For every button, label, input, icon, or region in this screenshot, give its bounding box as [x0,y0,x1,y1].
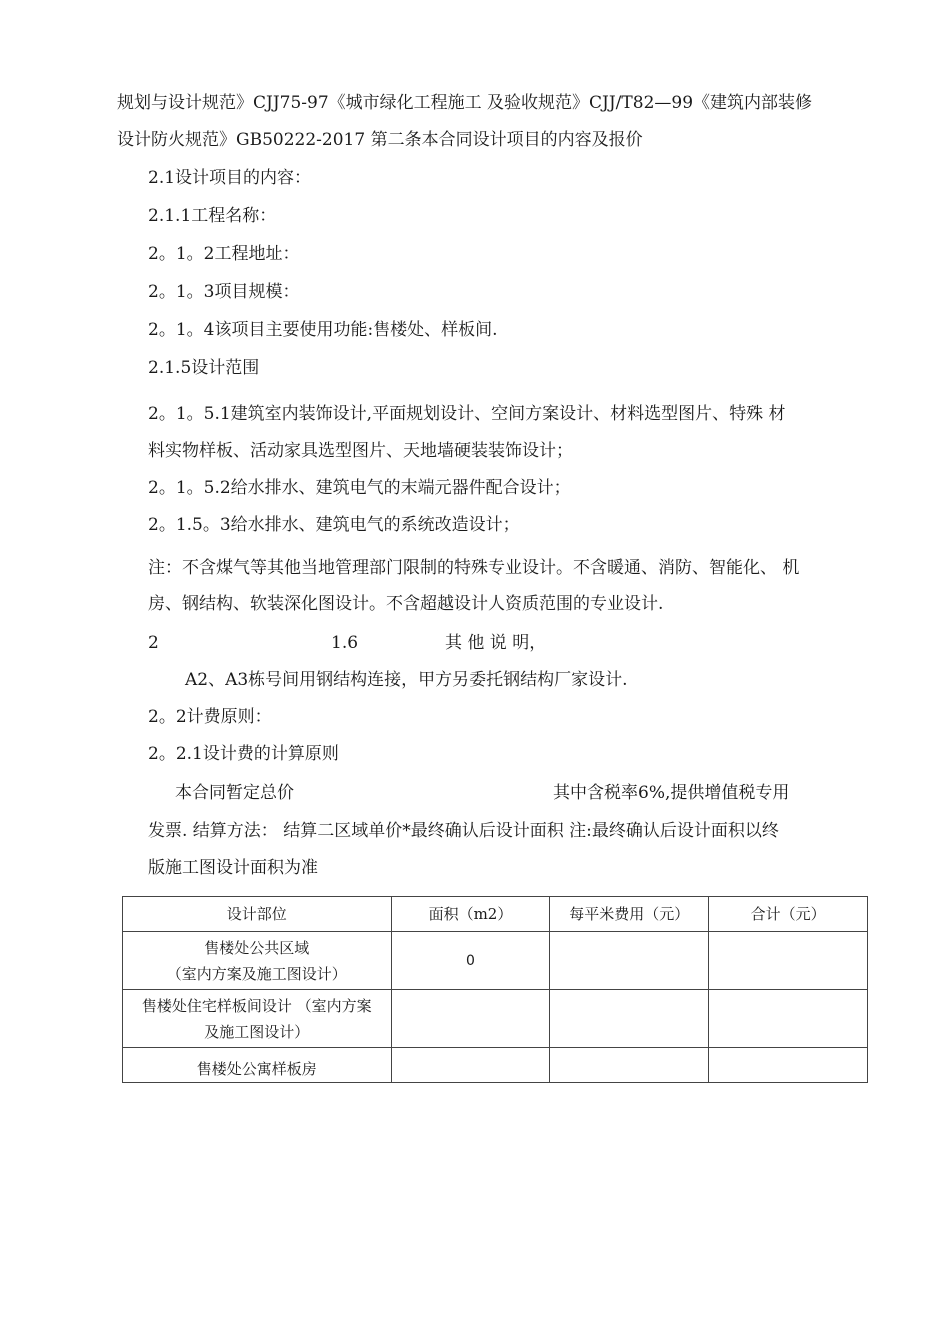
header-area: 面积（m2） [391,897,550,932]
cell-design-part [123,990,392,1048]
note-line-2: 房、钢结构、软装深化图设计。不含超越设计人资质范围的专业设计. [148,594,664,614]
cell-total [709,990,868,1048]
section-2-1-3: 2。1。3项目规模： [148,282,300,302]
table-row [123,990,868,1048]
section-2-1-4: 2。1。4该项目主要使用功能:售楼处、样板间. [148,320,498,340]
header-total: 合计（元） [709,897,868,932]
table-row [123,932,868,990]
header-unit-price: 每平米费用（元） [550,897,709,932]
section-2-1-heading: 2.1设计项目的内容： [148,168,312,188]
cell-unit-price [550,1048,709,1083]
cell-area: 0 [391,932,550,990]
cell-part-line-2: 及施工图设计） [204,1022,310,1041]
invoice-settlement-line-1: 发票. 结算方法： 结算二区域单价*最终确认后设计面积 注:最终确认后设计面积以终 [148,821,779,841]
cell-unit-price [550,932,709,990]
cell-area [391,1048,550,1083]
paragraph-standards-line-1: 规划与设计规范》CJJ75-97《城市绿化工程施工 及验收规范》CJJ/T82—99《建筑内部装修 [117,93,813,113]
section-2-1-5-1-line-1: 2。1。5.1建筑室内装饰设计,平面规划设计、空间方案设计、材料选型图片、特殊 材 [148,404,786,424]
cell-unit-price [550,990,709,1048]
design-fee-table [122,896,868,1083]
cell-part-line-2: （室内方案及施工图设计） [166,964,347,983]
section-2-1-5-3: 2。1.5。3给水排水、建筑电气的系统改造设计； [148,515,520,535]
cell-total [709,1048,868,1083]
cell-area [391,990,550,1048]
cell-total [709,932,868,990]
header-design-part: 设计部位 [123,897,392,932]
paragraph-standards-line-2: 设计防火规范》GB50222-2017 第二条本合同设计项目的内容及报价 [117,130,643,150]
section-2-1-2: 2。1。2工程地址： [148,244,300,264]
note-line-1: 注：不含煤气等其他当地管理部门限制的特殊专业设计。不含暖通、消防、智能化、 机 [148,558,800,578]
cell-design-part [123,1048,392,1083]
section-2-1-6-title: 其 他 说 明， [445,633,547,653]
cell-design-part [123,932,392,990]
cell-part-line-1: 售楼处住宅样板间设计 （室内方案 [141,996,372,1015]
section-2-1-5-1-line-2: 料实物样板、活动家具选型图片、天地墙硬装装饰设计； [148,441,573,461]
cell-part-line-1: 售楼处公共区域 [204,938,310,957]
section-2-1-1: 2.1.1工程名称： [148,206,277,226]
section-2-1-6-subnumber: 1.6 [331,633,359,653]
cell-part-line-1: 售楼处公寓样板房 [196,1060,317,1078]
table-row [123,1048,868,1083]
invoice-settlement-line-2: 版施工图设计面积为准 [148,858,318,878]
tax-rate-text: 其中含税率6%,提供增值税专用 [553,783,790,803]
total-price-label: 本合同暂定总价 [175,783,294,803]
section-2-2-1: 2。2.1设计费的计算原则 [148,744,339,764]
section-2-1-6-number: 2 [148,633,159,653]
section-2-1-5-2: 2。1。5.2给水排水、建筑电气的末端元器件配合设计； [148,478,571,498]
table-header-row [123,897,868,932]
section-2-2-heading: 2。2计费原则： [148,707,272,727]
section-2-1-5-heading: 2.1.5设计范围 [148,358,260,378]
section-2-1-6-body: A2、A3栋号间用钢结构连接，甲方另委托钢结构厂家设计. [185,670,628,690]
